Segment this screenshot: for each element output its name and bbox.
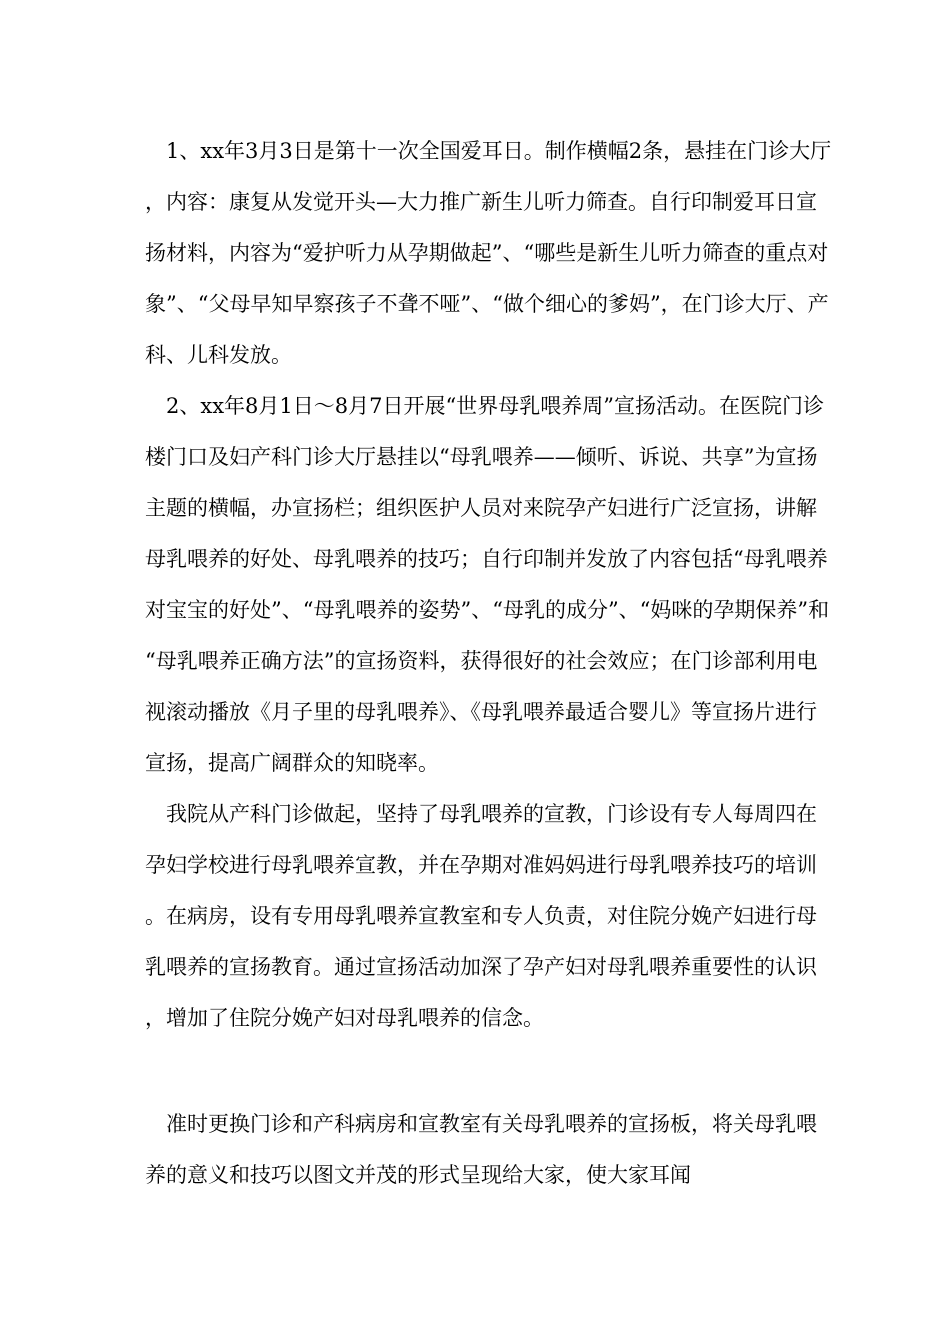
- paragraph-outpatient-education: 我院从产科门诊做起，坚持了母乳喂养的宣教，门诊设有专人每周四在孕妇学校进行母乳喂养宣教，并在孕期对准妈妈进行母乳喂养技巧的培训。在病房，设有专用母乳喂养宣教室和专人负责，对住院分娩产妇进行母乳喂养的宣扬教育。通过宣扬活动加深了孕产妇对母乳喂养重要性的认识，增加了住院分娩产妇对母乳喂养的信念。: [145, 802, 817, 1030]
- paragraph-breastfeeding-week: 2、xx年8月1日～8月7日开展“世界母乳喂养周”宣扬活动。在医院门诊楼门口及妇产科门诊大厅悬挂以“母乳喂养——倾听、诉说、共享”为宣扬主题的横幅，办宣扬栏；组织医护人员对来院孕产妇进行广泛宣扬，讲解母乳喂养的好处、母乳喂养的技巧；自行印制并发放了内容包括“母乳喂养对宝宝的好处”、“母乳喂养的姿势”、“母乳的成分”、“妈咪的孕期保养”和“母乳喂养正确方法”的宣扬资料，获得很好的社会效应；在门诊部利用电视滚动播放《月子里的母乳喂养》、《母乳喂养最适合婴儿》等宣扬片进行宣扬，提高广阔群众的知晓率。: [145, 394, 830, 775]
- document-body: [145, 126, 835, 1201]
- paragraph-ear-care-day: 1、xx年3月3日是第十一次全国爱耳日。制作横幅2条，悬挂在门诊大厅，内容：康复从发觉开头—大力推广新生儿听力筛查。自行印制爱耳日宣扬材料，内容为“爱护听力从孕期做起”、“哪些是新生儿听力筛查的重点对象”、“父母早知早察孩子不聋不哑”、“做个细心的爹妈”，在门诊大厅、产科、儿科发放。: [145, 139, 832, 367]
- paragraph-publicity-boards: 准时更换门诊和产科病房和宣教室有关母乳喂养的宣扬板，将关母乳喂养的意义和技巧以图文并茂的形式呈现给大家，使大家耳闻: [145, 1112, 817, 1187]
